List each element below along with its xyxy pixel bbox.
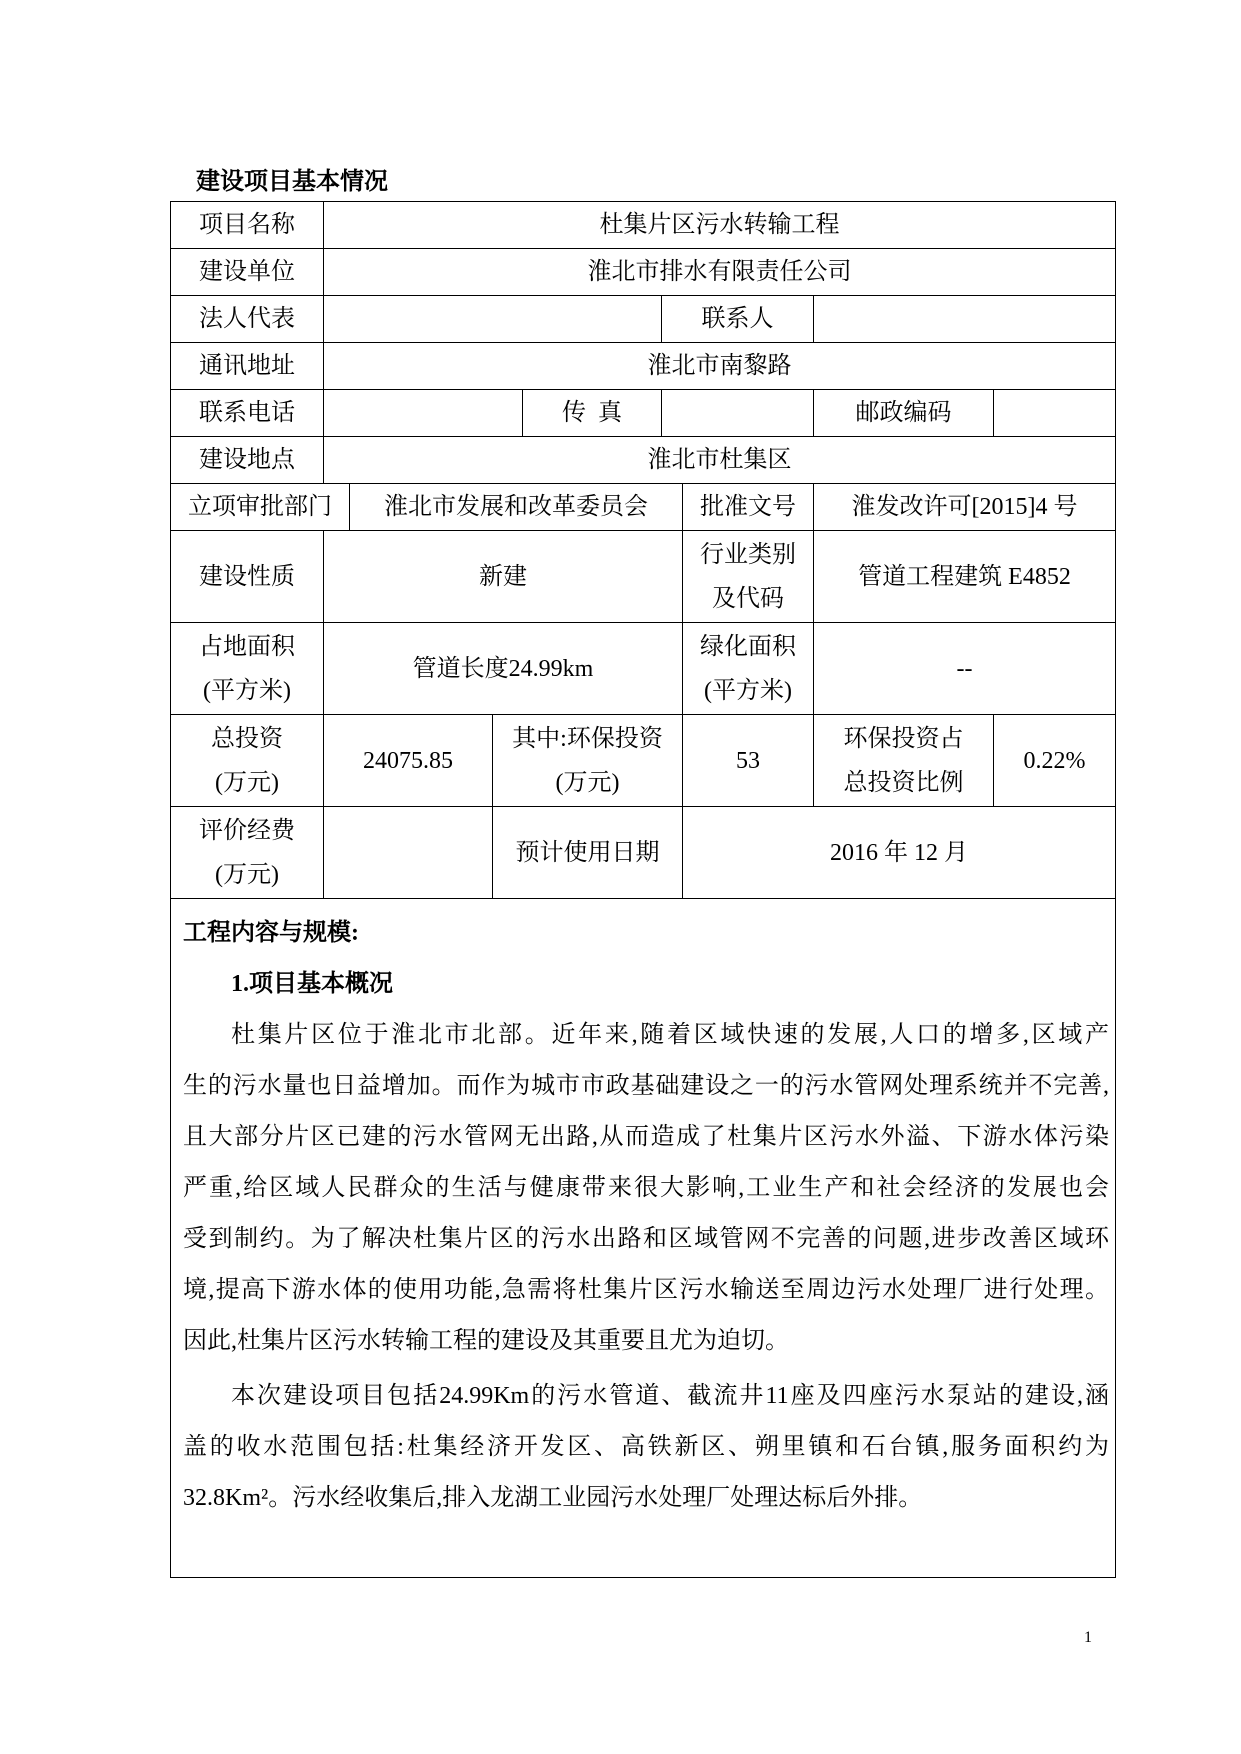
label-line: 总投资 bbox=[211, 725, 283, 752]
label-line: 行业类别 bbox=[700, 541, 796, 568]
paragraph-line: 严重,给区域人民群众的生活与健康带来很大影响,工业生产和社会经济的发展也会 bbox=[183, 1175, 1109, 1201]
label-contact: 联系人 bbox=[662, 296, 814, 343]
value-contact bbox=[814, 296, 1116, 343]
label-land-area bbox=[171, 623, 324, 715]
value-builder: 淮北市排水有限责任公司 bbox=[324, 249, 1116, 296]
label-project-name: 项目名称 bbox=[171, 202, 324, 249]
label-phone: 联系电话 bbox=[171, 390, 324, 437]
label-industry bbox=[683, 531, 814, 623]
paragraph-line: 生的污水量也日益增加。而作为城市市政基础建设之一的污水管网处理系统并不完善, bbox=[183, 1073, 1109, 1099]
label-address: 通讯地址 bbox=[171, 343, 324, 390]
paragraph-line: 且大部分片区已建的污水管网无出路,从而造成了杜集片区污水外溢、下游水体污染 bbox=[183, 1124, 1109, 1150]
project-info-table bbox=[170, 201, 1116, 1578]
table-row bbox=[171, 531, 1116, 623]
label-builder: 建设单位 bbox=[171, 249, 324, 296]
table-row bbox=[171, 249, 1116, 296]
label-line: 绿化面积 bbox=[700, 633, 796, 660]
paragraph bbox=[183, 1010, 1109, 1367]
value-project-name: 杜集片区污水转输工程 bbox=[324, 202, 1116, 249]
value-address: 淮北市南黎路 bbox=[324, 343, 1116, 390]
value-industry: 管道工程建筑 E4852 bbox=[814, 531, 1116, 623]
value-phone bbox=[324, 390, 523, 437]
table-row bbox=[171, 390, 1116, 437]
value-green-area: -- bbox=[814, 623, 1116, 715]
label-line: 环保投资占 bbox=[843, 725, 964, 752]
value-legal-rep bbox=[324, 296, 662, 343]
label-line: 占地面积 bbox=[199, 633, 295, 660]
paragraph-line: 杜集片区位于淮北市北部。近年来,随着区域快速的发展,人口的增多,区域产 bbox=[231, 1022, 1109, 1048]
label-line: 评价经费 bbox=[199, 817, 295, 844]
value-approval-no: 淮发改许可[2015]4 号 bbox=[814, 484, 1116, 531]
paragraph bbox=[183, 1371, 1109, 1524]
table-row bbox=[171, 296, 1116, 343]
value-approval-dept: 淮北市发展和改革委员会 bbox=[350, 484, 683, 531]
label-legal-rep: 法人代表 bbox=[171, 296, 324, 343]
label-approval-no: 批准文号 bbox=[683, 484, 814, 531]
table-row bbox=[171, 437, 1116, 484]
paragraph-line: 因此,杜集片区污水转输工程的建设及其重要且尤为迫切。 bbox=[183, 1328, 789, 1354]
table-row bbox=[171, 343, 1116, 390]
content-heading: 工程内容与规模: bbox=[183, 920, 359, 946]
label-line: 及代码 bbox=[712, 585, 784, 612]
table-row bbox=[171, 484, 1116, 531]
paragraph-line: 32.8Km²。污水经收集后,排入龙湖工业园污水处理厂处理达标后外排。 bbox=[183, 1485, 923, 1511]
label-line: (万元) bbox=[215, 769, 279, 796]
table-row bbox=[171, 202, 1116, 249]
label-env-ratio bbox=[814, 715, 994, 807]
value-land-area: 管道长度24.99km bbox=[324, 623, 683, 715]
value-nature: 新建 bbox=[324, 531, 683, 623]
label-green-area bbox=[683, 623, 814, 715]
value-fax bbox=[662, 390, 814, 437]
label-total-investment bbox=[171, 715, 324, 807]
paragraph-line: 盖的收水范围包括:杜集经济开发区、高铁新区、朔里镇和石台镇,服务面积约为 bbox=[183, 1434, 1109, 1460]
label-line: 总投资比例 bbox=[843, 769, 964, 796]
label-site: 建设地点 bbox=[171, 437, 324, 484]
value-env-investment: 53 bbox=[683, 715, 814, 807]
value-total-investment: 24075.85 bbox=[324, 715, 493, 807]
label-line: (万元) bbox=[555, 769, 620, 796]
label-assessment-fee bbox=[171, 807, 324, 899]
value-expected-date: 2016 年 12 月 bbox=[683, 807, 1116, 899]
section-title: 建设项目基本情况 bbox=[196, 169, 388, 195]
label-line: (万元) bbox=[215, 861, 279, 888]
table-row bbox=[171, 715, 1116, 807]
label-line: 其中:环保投资 bbox=[512, 725, 663, 752]
value-env-ratio: 0.22% bbox=[994, 715, 1116, 807]
label-line: (平方米) bbox=[203, 677, 291, 704]
label-fax: 传 真 bbox=[523, 390, 662, 437]
label-expected-date: 预计使用日期 bbox=[493, 807, 683, 899]
label-env-investment bbox=[493, 715, 683, 807]
table-row bbox=[171, 623, 1116, 715]
table-row bbox=[171, 807, 1116, 899]
value-site: 淮北市杜集区 bbox=[324, 437, 1116, 484]
paragraph-line: 本次建设项目包括24.99Km的污水管道、截流井11座及四座污水泵站的建设,涵 bbox=[231, 1383, 1109, 1409]
table-row bbox=[171, 899, 1116, 1578]
label-approval-dept: 立项审批部门 bbox=[171, 484, 350, 531]
label-line: (平方米) bbox=[704, 677, 792, 704]
label-postcode: 邮政编码 bbox=[814, 390, 994, 437]
paragraph-line: 境,提高下游水体的使用功能,急需将杜集片区污水输送至周边污水处理厂进行处理。 bbox=[183, 1277, 1109, 1303]
value-assessment-fee bbox=[324, 807, 493, 899]
label-nature: 建设性质 bbox=[171, 531, 324, 623]
content-cell bbox=[171, 899, 1116, 1578]
value-postcode bbox=[994, 390, 1116, 437]
page-number: 1 bbox=[1084, 1629, 1092, 1646]
content-subheading: 1.项目基本概况 bbox=[231, 971, 393, 997]
paragraph-line: 受到制约。为了解决杜集片区的污水出路和区域管网不完善的问题,进步改善区域环 bbox=[183, 1226, 1109, 1252]
